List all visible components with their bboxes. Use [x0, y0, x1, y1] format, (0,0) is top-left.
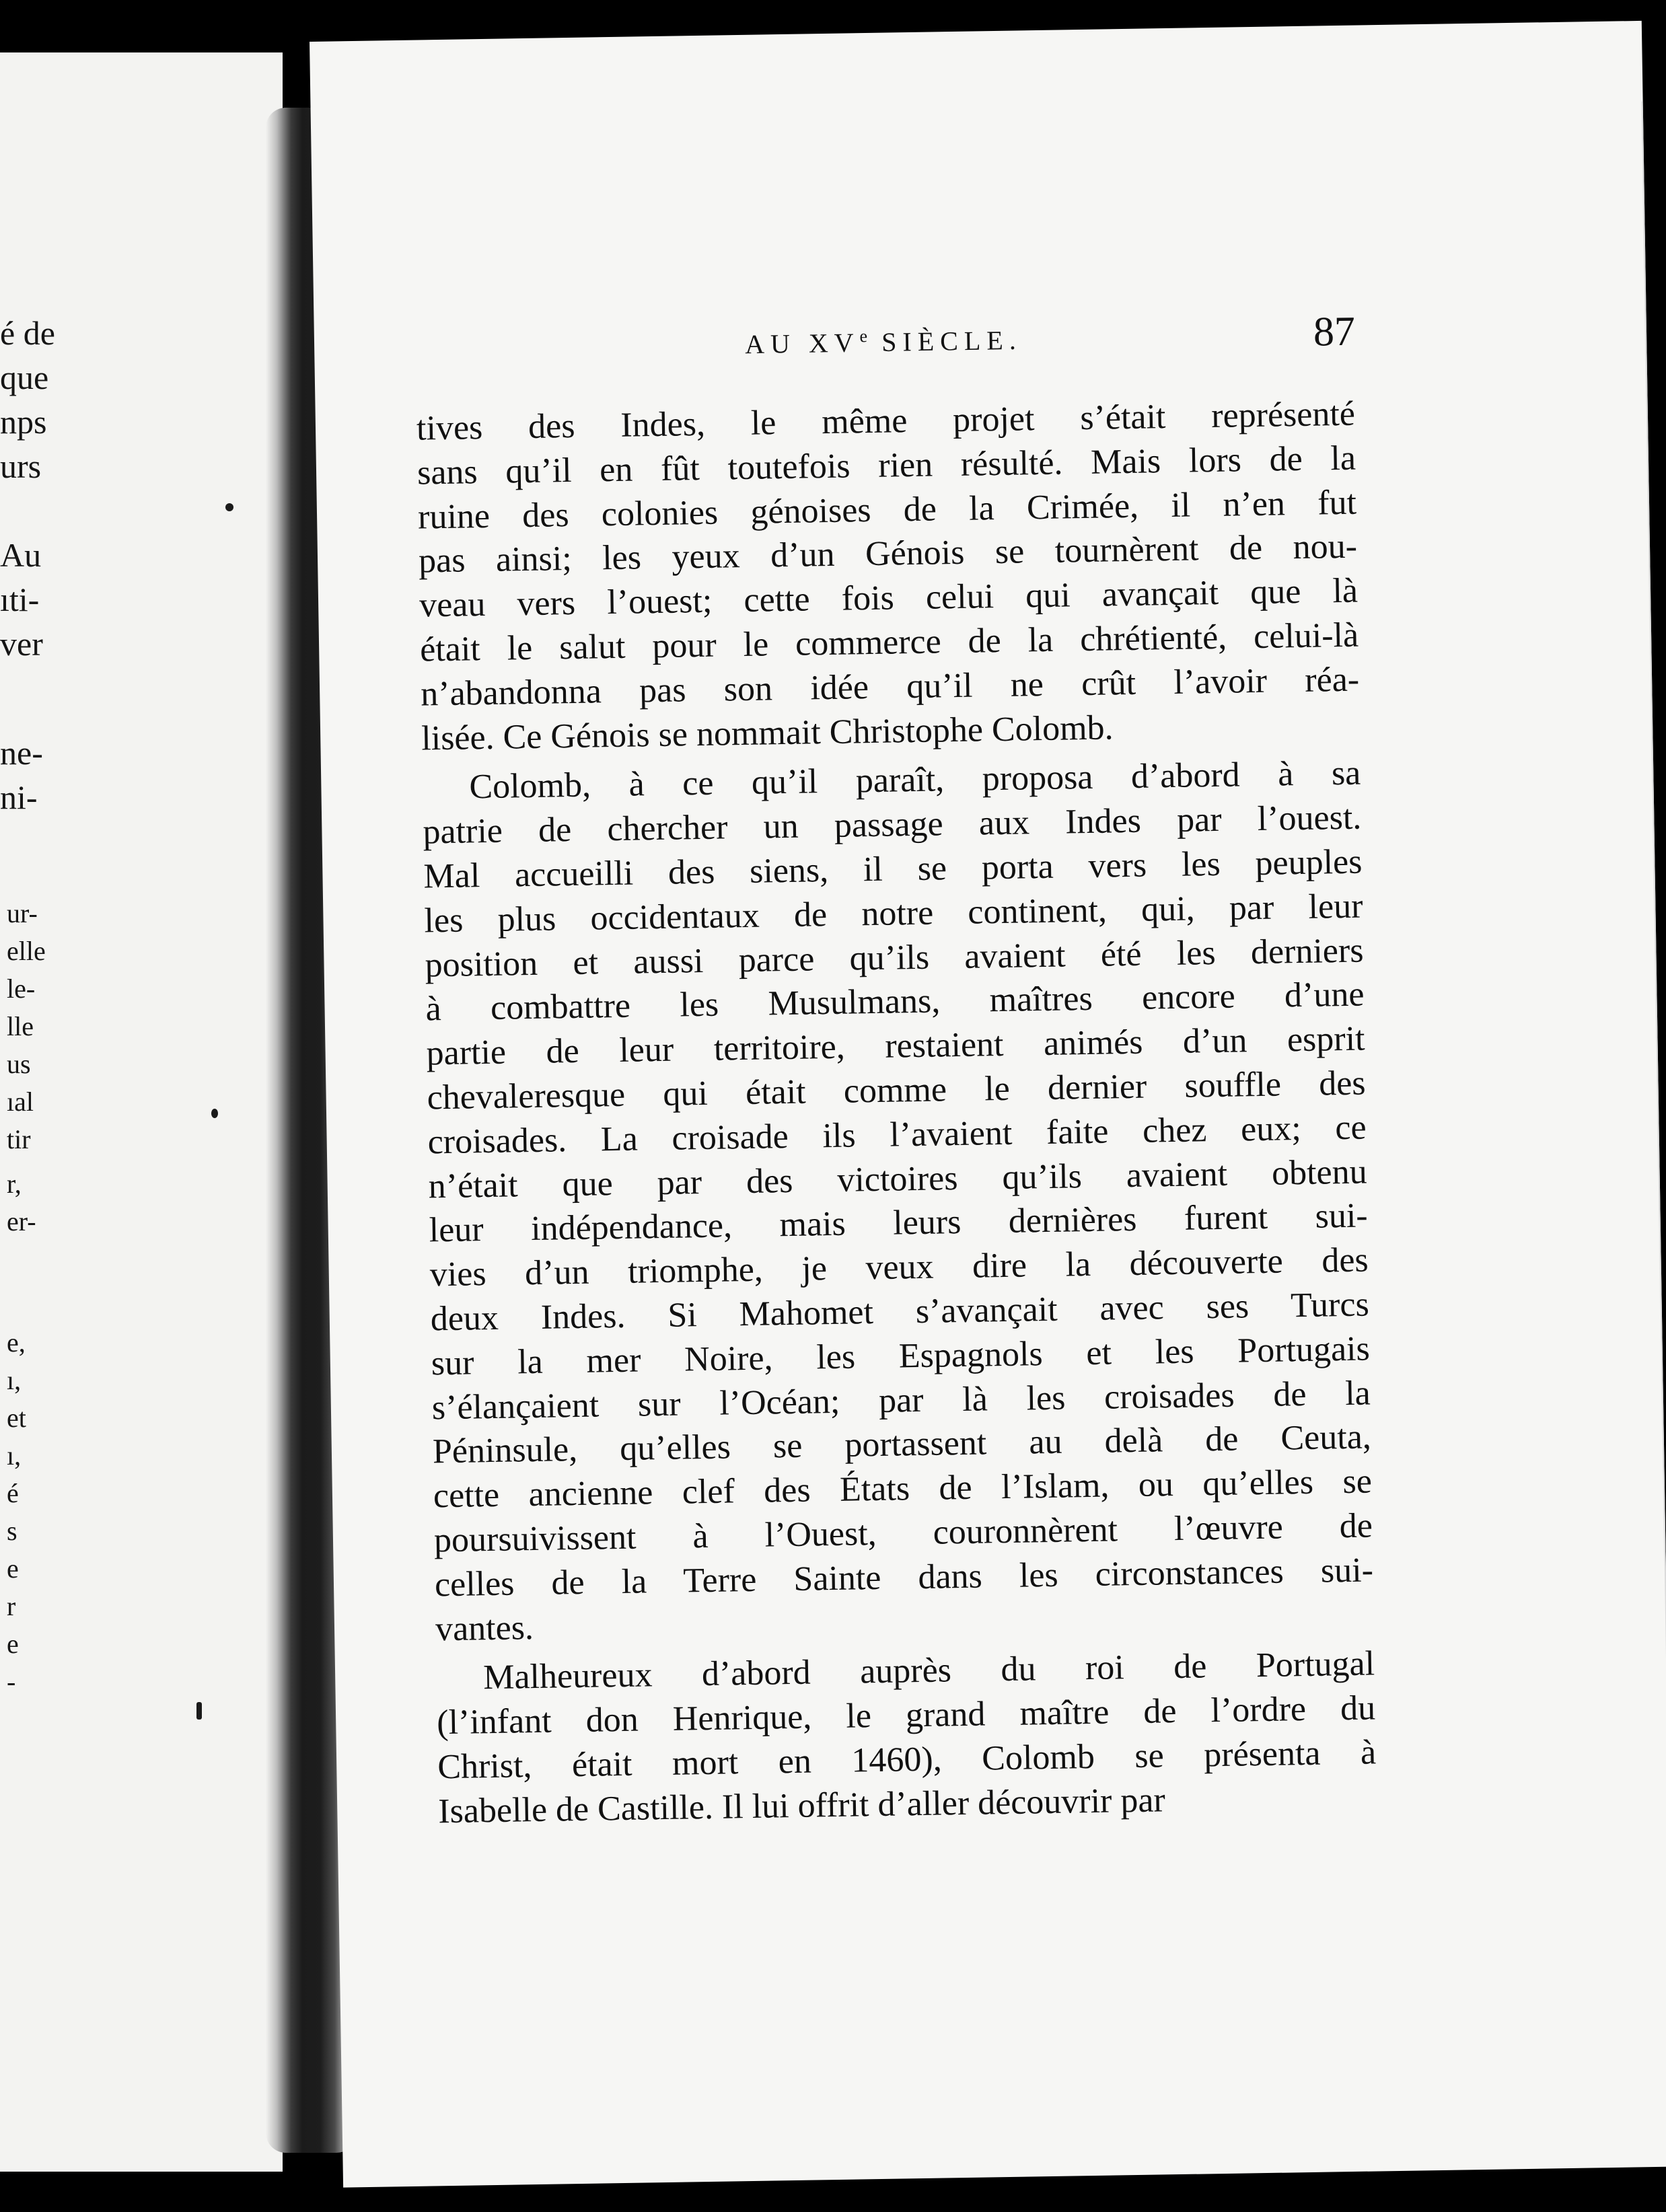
- text-line: deux Indes. Si Mahomet s’avançait avec ses Turcs: [430, 1285, 1370, 1339]
- text-line: celles de la Terre Sainte dans les circonstances sui-: [434, 1551, 1374, 1605]
- text-line: poursuivissent à l’Ouest, couronnèrent l’œuvre de: [433, 1506, 1373, 1560]
- left-page-fragment: e,: [7, 1327, 26, 1358]
- paragraph: [422, 751, 1374, 1652]
- left-page-fragment: ur-: [7, 898, 38, 928]
- left-page-fragment: é: [7, 1478, 19, 1508]
- text-line: vantes.: [435, 1608, 534, 1648]
- left-page-fragment: ıti-: [0, 581, 40, 618]
- text-line: était le salut pour le commerce de la chrétienté, celui-là: [419, 616, 1359, 669]
- text-line: s’élançaient sur l’Océan; par là les croisades de la: [431, 1374, 1371, 1427]
- running-title-main: AU XV: [744, 327, 861, 360]
- left-page-fragment: e: [7, 1629, 19, 1659]
- text-line: Mal accueilli des siens, il se porta vers les peuples: [423, 842, 1363, 896]
- left-page-fragment: nps: [0, 403, 47, 441]
- left-page-fragment: r,: [7, 1169, 22, 1199]
- running-title-rest: SIÈCLE.: [868, 324, 1023, 358]
- text-line: à combattre les Musulmans, maîtres encore d’une: [425, 975, 1365, 1029]
- text-line: chevaleresque qui était comme le dernier souffle des: [427, 1064, 1366, 1117]
- running-header: [314, 303, 1647, 378]
- left-page-fragment: ı,: [7, 1365, 22, 1395]
- left-page-fragment: ver: [0, 625, 43, 663]
- left-page-fragment: et: [7, 1403, 26, 1433]
- left-page-fragment: tir: [7, 1124, 31, 1154]
- text-line: ruine des colonies génoises de la Crimée, il n’en fut: [417, 483, 1357, 537]
- text-line: lisée. Ce Génois se nommait Christophe Colomb.: [421, 708, 1114, 758]
- text-line: (l’infant don Henrique, le grand maître de l’ordre du: [436, 1689, 1376, 1742]
- text-line: les plus occidentaux de notre continent, qui, par leur: [424, 887, 1363, 941]
- left-page-fragment: le-: [7, 973, 36, 1004]
- left-page-fragment: er-: [7, 1206, 36, 1237]
- text-line: veau vers l’ouest; cette fois celui qui avançait que là: [419, 571, 1359, 625]
- page-number: 87: [1313, 308, 1356, 355]
- page-edge-stack: [1642, 101, 1666, 2187]
- text-line: croisades. La croisade ils l’avaient faite chez eux; ce: [427, 1108, 1367, 1162]
- text-line: n’était que par des victoires qu’ils avaient obtenu: [428, 1152, 1368, 1206]
- text-line: sans qu’il en fût toutefois rien résulté. Mais lors de la: [416, 439, 1356, 492]
- text-line: tives des Indes, le même projet s’était représenté: [416, 394, 1356, 448]
- text-line: n’abandonna pas son idée qu’il ne crût l’avoir réa-: [420, 660, 1360, 714]
- text-line: cette ancienne clef des États de l’Islam, ou qu’elles se: [433, 1462, 1373, 1516]
- text-line: Colomb, à ce qu’il paraît, proposa d’abord à sa: [468, 753, 1361, 807]
- text-line: vies d’un triomphe, je veux dire la découverte des: [429, 1241, 1369, 1294]
- left-page-fragment: ne-: [0, 734, 43, 772]
- body-text: [416, 392, 1377, 1834]
- left-page-fragment: urs: [0, 447, 42, 485]
- left-page-fragment: que: [0, 359, 49, 396]
- left-page-fragment: us: [7, 1049, 31, 1079]
- text-line: leur indépendance, mais leurs dernières furent sui-: [429, 1196, 1369, 1250]
- page-87: [310, 21, 1666, 2188]
- text-line: Malheureux d’abord auprès du roi de Portugal: [482, 1644, 1375, 1697]
- text-line: Isabelle de Castille. Il lui offrit d’aller découvrir par: [437, 1781, 1166, 1831]
- text-line: Christ, était mort en 1460), Colomb se présenta à: [437, 1733, 1377, 1787]
- left-page-fragment: elle: [7, 936, 46, 966]
- ink-dot: [196, 1702, 202, 1720]
- left-page-fragment: ı,: [7, 1440, 22, 1471]
- left-page-fragment: ıal: [7, 1086, 34, 1117]
- paragraph: [436, 1642, 1377, 1834]
- left-page-fragment: lle: [7, 1011, 34, 1041]
- left-page-fragment: é de: [0, 314, 55, 352]
- ink-dot: [211, 1109, 218, 1118]
- left-page-fragment: e: [7, 1553, 19, 1584]
- ink-dot: [225, 503, 233, 511]
- running-title-superscript: e: [859, 326, 869, 346]
- running-title: [745, 324, 1022, 360]
- paragraph: [416, 392, 1361, 761]
- left-page-fragment: ni-: [0, 778, 38, 816]
- left-page-fragment: s: [7, 1516, 17, 1546]
- left-page-fragment: Au: [0, 536, 42, 574]
- text-line: patrie de chercher un passage aux Indes par l’ouest.: [423, 798, 1362, 852]
- text-line: pas ainsi; les yeux d’un Génois se tournèrent de nou-: [418, 527, 1358, 581]
- text-line: sur la mer Noire, les Espagnols et les Portugais: [431, 1329, 1371, 1383]
- left-page-fragment: -: [7, 1666, 16, 1697]
- text-line: Péninsule, qu’elles se portassent au delà de Ceuta,: [432, 1417, 1372, 1471]
- left-page-fragment: r: [7, 1591, 16, 1621]
- facing-left-page: [0, 52, 283, 2172]
- text-line: partie de leur territoire, restaient animés d’un esprit: [426, 1019, 1365, 1073]
- text-line: position et aussi parce qu’ils avaient été les derniers: [425, 931, 1364, 985]
